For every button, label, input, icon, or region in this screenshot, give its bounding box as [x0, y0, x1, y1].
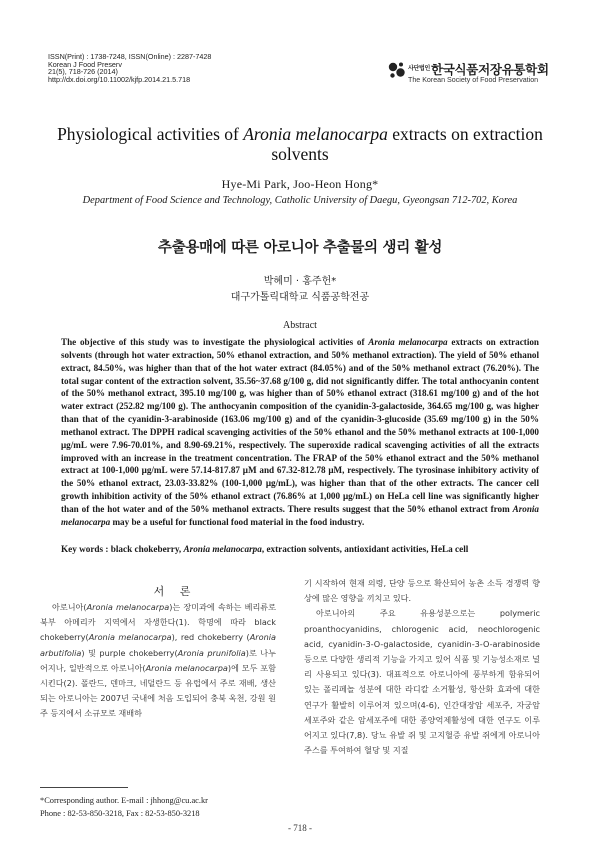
title-part-1: Physiological activities of: [57, 124, 244, 144]
title-species: Aronia melanocarpa: [243, 124, 388, 144]
affiliation-ko: 대구가톨릭대학교 식품공학전공: [230, 292, 370, 303]
affiliation-en: Department of Food Science and Technology, Catholic University of Daegu, Gyeongsan 712-702, Korea: [82, 195, 518, 206]
abstract-species-1: Aronia melanocarpa: [368, 337, 448, 347]
abstract-heading: Abstract: [283, 320, 317, 331]
species-name: Aronia melanocarpa: [88, 632, 172, 643]
abstract-species-2: Aronia melanocarpa: [61, 503, 539, 527]
society-header: [386, 57, 576, 87]
species-name: Aronia melanocarpa: [86, 602, 170, 612]
species-name: Aronia melanocarpa: [145, 662, 228, 673]
intro-paragraph: [40, 600, 276, 722]
section-heading-introduction: 서 론: [153, 585, 197, 598]
abstract-text-3: may be a useful for functional food material in the food industry.: [110, 516, 365, 527]
society-logo-icon: [386, 59, 408, 81]
intro-text: ) 및 purple chokeberry(: [81, 647, 178, 658]
footnote: [40, 794, 208, 820]
species-name: Aronia arbutifolia: [40, 632, 276, 658]
title-part-2: extracts on extraction solvents: [271, 124, 543, 164]
journal-meta: [48, 53, 211, 83]
abstract-text-2: extracts on extraction solvents (through hot water extraction, 50% ethanol extraction, and 50% methanol extraction). The yield of 50% ethanol extract, 84.50%, was higher than that of the hot water extract (84.05%) and of the 50% methanol extract (76.20%). The total sugar content of the extraction solvent, 35.56~37.68 g/100 g, did not significantly differ. The total anthocyanin content of the 50% methanol extract, 395.10 mg/100 g, was higher than of 50% ethanol extract (318.61 mg/100 g) and of the hot water extract (252.82 mg/100 g). The anthocyanin composition of the cyanidin-3-galactoside, 364.65 mg/100 g, was higher than that of the cyanidin-3-arabinoside (163.06 mg/100 g) and of the cyanidin-3-glucoside (35.69 mg/100 g) in the 50% methanol extract. The DPPH radical scavenging activities of the 50% ethanol and the 50% methanol extracts at 100-1,000 μg/mL were 7.96-70.01%, and 8.90-69.21%, respectively. The superoxide radical scavenging activities of all the extracts improved with an increase in the treatment concentration. The FRAP of the 50% ethanol extract and the 50% methanol extract at 100-1,000 μg/mL were 57.14-817.87 μM and 67.32-812.78 μM, respectively. The tyrosinase inhibitory activity of the 50% ethanol extract, 23.03-33.82% (100-1,000 μg/mL), was higher than that of the other extracts. The cancer cell growth inhibition activity of the 50% ethanol extract (76.86% at 1,000 μg/mL) on HeLa cell line was significantly higher than of the hot water and of the 50% methanol extracts. There results suggest that the 50% ethanol extract from: [61, 337, 539, 514]
intro-text: )는 장미과에 속하는 베리류로 북부 아메리카 지역에서 자생한다(1). 학명에 따라 black chokeberry(: [40, 602, 276, 643]
society-name-ko-text: 한국식품저장유통학회: [430, 62, 549, 77]
keywords: [61, 544, 539, 554]
authors-en: Hye-Mi Park, Joo-Heon Hong*: [221, 177, 379, 191]
authors-ko: 박혜미 · 홍주헌*: [263, 276, 337, 287]
intro-column-right: [304, 576, 540, 758]
intro-paragraph: 아로니아의 주요 유용성분으로는 polymeric proanthocyanidins, chlorogenic acid, neochlorogenic acid, cyanidin-3-O-galactoside, cyanidin-3-O-arabinoside등으로 다양한 생리적 기능을 가지고 있어 식품 및 기능성소재로 널리 사용되고 있다(3). 대표적으로 아로니아에 풍부하게 함유되어 있는 폴리페놀 성분에 대한 라디칼 소거활성, 항산화 효과에 대한 연구가 활발히 이루어져 있으며(4-6), 인간대장암 세포주, 자궁암 세포주와 같은 암세포주에 대한 종양억제활성에 대한 연구도 이루어지고 있다(7,8). 당뇨 유발 쥐 및 고지혈증 유발 쥐에게 아로니아 주스를 투여하여 혈당 및 지질: [304, 608, 540, 756]
keywords-text-2: , extraction solvents, antioxidant activities, HeLa cell: [261, 544, 469, 554]
species-name: Aronia prunifolia: [177, 647, 246, 658]
doi-link[interactable]: http://dx.doi.org/10.11002/kjfp.2014.21.5.718: [48, 74, 191, 84]
footnote-divider: [40, 787, 128, 788]
journal-abbrev: Korean J Food Preserv: [48, 59, 122, 69]
paper-title-ko: 추출용매에 따른 아로니아 추출물의 생리 활성: [157, 240, 443, 256]
keywords-label: Key words :: [61, 544, 111, 554]
society-prefix: 사단법인: [408, 65, 430, 72]
intro-paragraph-continued: 기 시작하여 현재 의령, 단양 등으로 확산되어 농촌 소득 경쟁력 향상에 많은 영향을 끼치고 있다.: [304, 578, 540, 604]
intro-text: ), red chokeberry (: [171, 632, 250, 643]
keywords-species: Aronia melanocarpa: [183, 544, 262, 554]
intro-text: )로 나누어지나, 일반적으로 아로니아(: [40, 647, 276, 673]
intro-text: 아로니아(: [52, 602, 87, 612]
contact-phone-fax: Phone : 82-53-850-3218, Fax : 82-53-850-3218: [40, 809, 200, 818]
abstract-body: [61, 336, 539, 529]
corresponding-author: *Corresponding author. E-mail : jhhong@cu.ac.kr: [40, 796, 208, 805]
paper-title-en: [30, 124, 570, 164]
intro-text: )에 모두 포함시킨다(2). 폴란드, 덴마크, 네덜란드 등 유럽에서 주로 재배, 생산되는 아로니아는 2007년 국내에 처음 도입되어 충북 옥천, 강원 원주 등지에서 소규모로 재배하: [40, 662, 276, 719]
abstract-text-1: The objective of this study was to investigate the physiological activities of: [61, 337, 369, 347]
volume-pages: 21(5), 718-726 (2014): [48, 67, 118, 77]
keywords-text-1: black chokeberry,: [110, 544, 184, 554]
issn-line: ISSN(Print) : 1738-7248, ISSN(Online) : 2287-7428: [48, 52, 212, 61]
page-number: - 718 -: [288, 823, 312, 833]
intro-column-left: [40, 600, 276, 722]
society-name-en: The Korean Society of Food Preservation: [408, 76, 539, 84]
